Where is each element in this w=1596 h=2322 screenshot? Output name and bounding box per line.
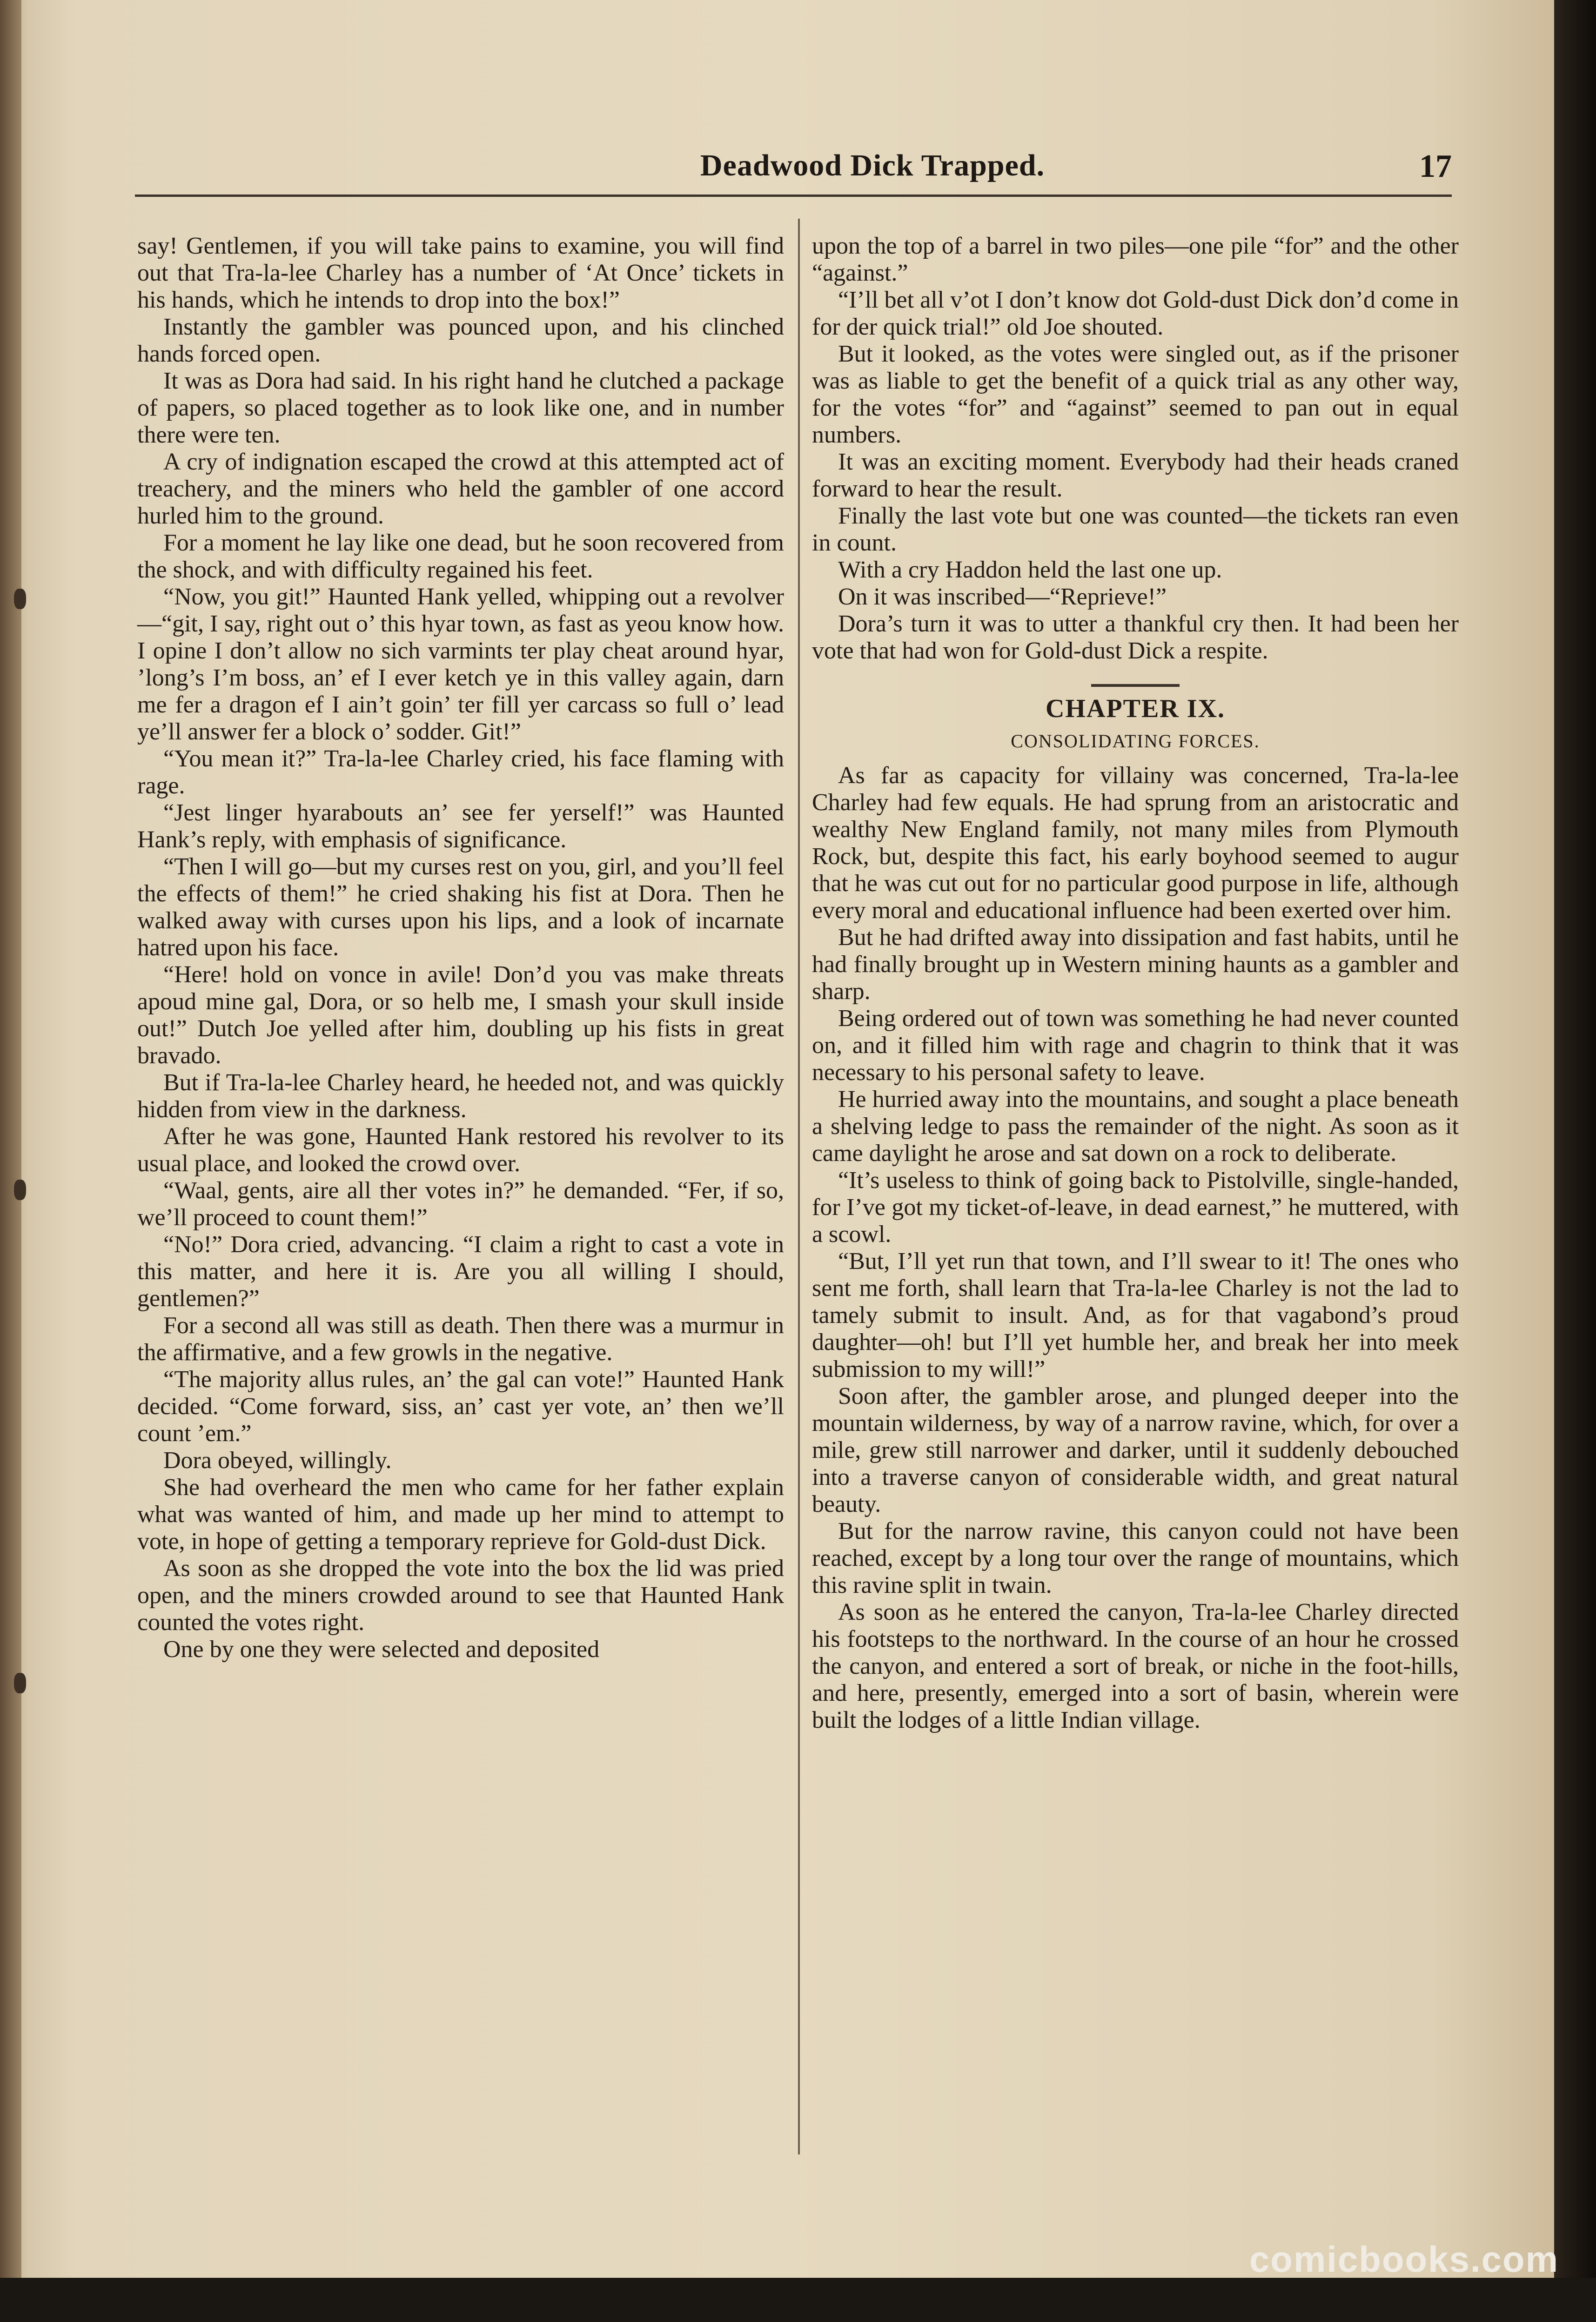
header-rule [135,195,1452,197]
paragraph: She had overheard the men who came for her father explain what was wanted of him, and made up her mind to attempt to vote, in hope of getting a temporary reprieve for Gold-dust Dick. [137,1474,784,1555]
page-spine-shadow [0,0,21,2322]
paragraph: upon the top of a barrel in two piles—one pile “for” and the other “against.” [812,233,1459,286]
column-divider [798,219,800,2154]
paragraph: A cry of indignation escaped the crowd at this attempted act of treachery, and the miners who held the gambler of one accord hurled him to the ground. [137,449,784,529]
paragraph: “It’s useless to think of going back to Pistolville, single-handed, for I’ve got my ticket-of-leave, in dead earnest,” he muttered, with a scowl. [812,1167,1459,1248]
page-number: 17 [1419,148,1452,184]
paragraph: “Jest linger hyarabouts an’ see fer yerself!” was Haunted Hank’s reply, with emphasis of significance. [137,799,784,853]
paragraph: “Then I will go—but my curses rest on you, girl, and you’ll feel the effects of them!” he cried shaking his fist at Dora. Then he walked away with curses upon his lips, and a look of incarnate hatred upon his face. [137,853,784,961]
paragraph: It was an exciting moment. Everybody had their heads craned forward to hear the result. [812,449,1459,502]
paragraph: “No!” Dora cried, advancing. “I claim a right to cast a vote in this matter, and here it is. Are you all willing I should, gentlemen?” [137,1231,784,1312]
paragraph: Soon after, the gambler arose, and plunged deeper into the mountain wilderness, by way of a narrow ravine, which, for over a mile, grew still narrower and darker, until it suddenly debouched into a traverse canyon of considerable width, and great natural beauty. [812,1383,1459,1517]
paragraph: On it was inscribed—“Reprieve!” [838,584,1167,610]
chapter-title: CHAPTER IX. [1045,694,1226,723]
paragraph: “Here! hold on vonce in avile! Don’d you vas make threats apoud mine gal, Dora, or so helb me, I smash your skull inside out!” Dutch Joe yelled after him, doubling up his fists in great bravado. [137,961,784,1069]
binding-hole [14,1180,26,1200]
paragraph: Dora obeyed, willingly. [163,1447,392,1474]
running-title: Deadwood Dick Trapped. [700,148,1045,182]
paragraph: For a second all was still as death. Then there was a murmur in the affirmative, and a few growls in the negative. [137,1312,784,1366]
paragraph: “Now, you git!” Haunted Hank yelled, whipping out a revolver—“git, I say, right out o’ this hyar town, as fast as yeou know how. I opine I don’t allow no sich varmints ter play cheat around hyar, ’long’s I’m boss, an’ ef I ever ketch ye in this valley again, darn me fer a dragon ef I ain’t goin’ ter fill yer carcass so full o’ lead ye’ll answer fer a block o’ sodder. Git!” [137,584,784,745]
paragraph: As far as capacity for villainy was concerned, Tra-la-lee Charley had few equals. He had sprung from an aristocratic and wealthy New England family, not many miles from Plymouth Rock, but, despite this fact, his early boyhood seemed to augur that he was cut out for no particular good purpose in life, although every moral and educational influence had been exerted over him. [812,762,1459,924]
paragraph: He hurried away into the mountains, and sought a place beneath a shelving ledge to pass the remainder of the night. As soon as it came daylight he arose and sat down on a rock to deliberate. [812,1086,1459,1167]
bottom-band [0,2278,1596,2322]
paragraph: It was as Dora had said. In his right hand he clutched a package of papers, so placed together as to look like one, and in number there were ten. [137,368,784,448]
paragraph: As soon as she dropped the vote into the box the lid was pried open, and the miners crowded around to see that Haunted Hank counted the votes right. [137,1555,784,1636]
paragraph: With a cry Haddon held the last one up. [838,557,1222,583]
paragraph: “The majority allus rules, an’ the gal can vote!” Haunted Hank decided. “Come forward, siss, an’ cast yer vote, an’ then we’ll count ’em.” [137,1366,784,1447]
page-header [135,148,1452,204]
paragraph: Being ordered out of town was something he had never counted on, and it filled him with rage and chagrin to think that it was necessary to his personal safety to leave. [812,1005,1459,1086]
paragraph: But it looked, as the votes were singled out, as if the prisoner was as liable to get the benefit of a quick trial as any other way, for the votes “for” and “against” seemed to pan out in equal numbers. [812,341,1459,448]
paragraph: But for the narrow ravine, this canyon could not have been reached, except by a long tour over the range of mountains, which this ravine split in twain. [812,1518,1459,1598]
binding-hole [14,589,26,609]
paragraph: As soon as he entered the canyon, Tra-la-lee Charley directed his footsteps to the northward. In the course of an hour he crossed the canyon, and entered a sort of break, or niche in the foot-hills, and here, presently, emerged into a sort of basin, wherein were built the lodges of a little Indian village. [812,1599,1459,1733]
paragraph: One by one they were selected and deposited [163,1636,600,1663]
chapter-subtitle: CONSOLIDATING FORCES. [1011,731,1260,752]
paragraph: “I’ll bet all v’ot I don’t know dot Gold-dust Dick don’d come in for der quick trial!” old Joe shouted. [812,287,1459,340]
paragraph: But he had drifted away into dissipation and fast habits, until he had finally brought up in Western mining haunts as a gambler and sharp. [812,924,1459,1005]
left-column [137,233,784,1663]
paragraph: “You mean it?” Tra-la-lee Charley cried, his face flaming with rage. [137,745,784,799]
book-edge-shadow [1554,0,1596,2322]
paragraph: After he was gone, Haunted Hank restored his revolver to its usual place, and looked the crowd over. [137,1123,784,1177]
paragraph: But if Tra-la-lee Charley heard, he heeded not, and was quickly hidden from view in the darkness. [137,1069,784,1123]
paragraph: say! Gentlemen, if you will take pains to examine, you will find out that Tra-la-lee Charley has a number of ‘At Once’ tickets in his hands, which he intends to drop into the box!” [137,233,784,313]
paragraph: Finally the last vote but one was counted—the tickets ran even in count. [812,503,1459,556]
watermark: comicbooks.com [1249,2239,1559,2280]
binding-hole [14,1673,26,1693]
paragraph: Dora’s turn it was to utter a thankful cry then. It had been her vote that had won for Gold-dust Dick a respite. [812,611,1459,664]
paragraph: “Waal, gents, aire all ther votes in?” he demanded. “Fer, if so, we’ll proceed to count them!” [137,1177,784,1231]
paragraph: Instantly the gambler was pounced upon, and his clinched hands forced open. [137,314,784,367]
paragraph: For a moment he lay like one dead, but he soon recovered from the shock, and with difficulty regained his feet. [137,530,784,583]
chapter-rule [1091,684,1180,687]
paragraph: “But, I’ll yet run that town, and I’ll swear to it! The ones who sent me forth, shall learn that Tra-la-lee Charley is not the lad to tamely submit to insult. And, as for that vagabond’s proud daughter—oh! but I’ll yet humble her, and break her into meek submission to my will!” [812,1248,1459,1382]
right-column [812,233,1459,1734]
